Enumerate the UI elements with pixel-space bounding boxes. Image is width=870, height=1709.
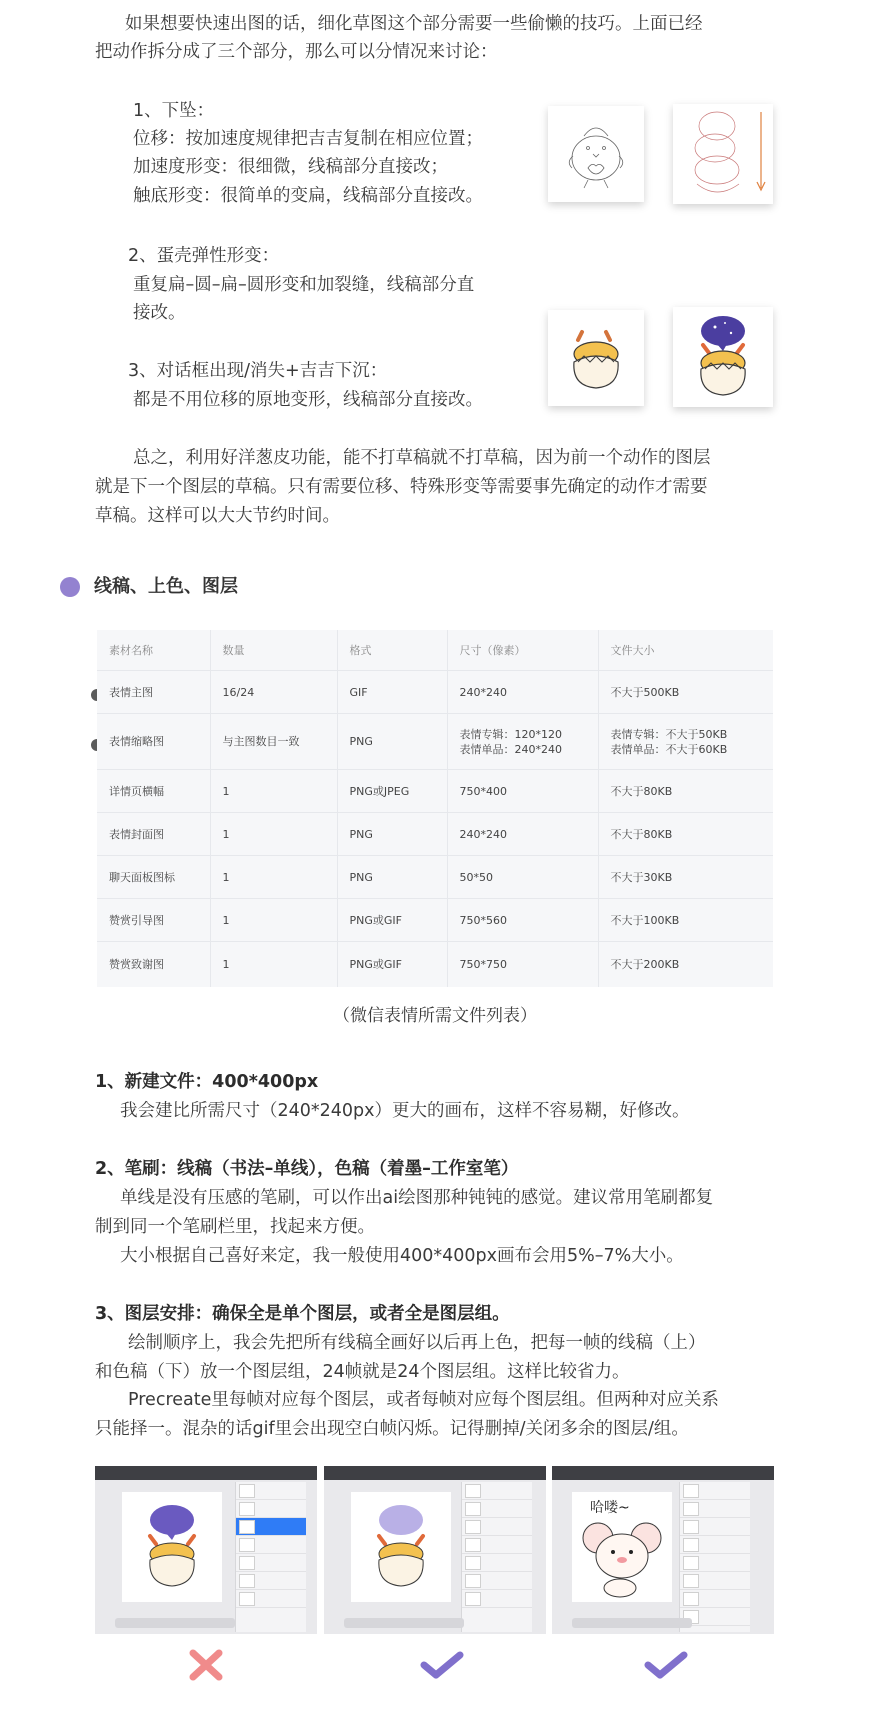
table-cell: 1 — [210, 813, 337, 856]
step3-line-1: 绘制顺序上，我会先把所有线稿全画好以后再上色，把每一帧的线稿（上） — [128, 1333, 706, 1353]
part1-line-1: 位移：按加速度规律把吉吉复制在相应位置； — [133, 129, 483, 149]
color-thumbnail-2 — [673, 307, 773, 407]
table-cell: 表情封面图 — [97, 813, 210, 856]
step1-title: 1、新建文件：400*400px — [95, 1072, 319, 1092]
part3-title: 3、对话框出现/消失+吉吉下沉： — [128, 361, 388, 381]
egg-chick-bubble-image — [122, 1492, 222, 1602]
part1-line-3: 触底形变：很简单的变扁，线稿部分直接改。 — [133, 186, 483, 206]
table-row — [97, 856, 773, 899]
table-cell: 16/24 — [210, 671, 337, 714]
table-cell: 详情页横幅 — [97, 770, 210, 813]
table-row — [97, 899, 773, 942]
timeline-bar[interactable] — [572, 1618, 692, 1628]
table-cell: 表情主图 — [97, 671, 210, 714]
table-cell: 不大于80KB — [598, 813, 773, 856]
layer-row[interactable] — [680, 1590, 750, 1608]
canvas — [572, 1492, 672, 1602]
layer-row[interactable] — [462, 1518, 532, 1536]
table-cell-line: 表情专辑：不大于50KB — [610, 727, 728, 741]
section-title: 线稿、上色、图层 — [94, 576, 238, 597]
layer-row[interactable] — [462, 1536, 532, 1554]
intro-line-1: 如果想要快速出图的话，细化草图这个部分需要一些偷懒的技巧。上面已经 — [125, 14, 703, 34]
layer-row[interactable] — [236, 1554, 306, 1572]
timeline-bar[interactable] — [344, 1618, 464, 1628]
table-cell: 240*240 — [447, 671, 598, 714]
layer-row[interactable] — [236, 1500, 306, 1518]
table-cell: 不大于200KB — [610, 957, 680, 971]
layer-row[interactable] — [462, 1554, 532, 1572]
summary-line-1: 总之，利用好洋葱皮功能，能不打草稿就不打草稿，因为前一个动作的图层 — [133, 448, 711, 468]
table-row — [97, 671, 773, 714]
step3-line-2: 和色稿（下）放一个图层组，24帧就是24个图层组。这样比较省力。 — [95, 1362, 630, 1382]
layers-panel — [235, 1482, 306, 1632]
summary-line-2: 就是下一个图层的草稿。只有需要位移、特殊形变等需要事先确定的动作才需要 — [95, 477, 708, 497]
table-header: 素材名称 — [97, 630, 210, 671]
table-cell-line: 表情单品：240*240 — [459, 742, 562, 756]
table-cell — [598, 714, 773, 770]
table-caption: （微信表情所需文件列表） — [333, 1006, 537, 1026]
table-row — [97, 770, 773, 813]
table-cell — [447, 714, 598, 770]
part1-title: 1、下坠： — [133, 101, 215, 121]
step3-line-4: 只能择一。混杂的话gif里会出现空白帧闪烁。记得删掉/关闭多余的图层/组。 — [95, 1419, 689, 1439]
layer-row[interactable] — [462, 1590, 532, 1608]
table-row — [97, 942, 773, 987]
correct-mark-icon — [420, 1649, 464, 1685]
part3-line-1: 都是不用位移的原地变形，线稿部分直接改。 — [133, 390, 483, 410]
table-cell: 1 — [210, 942, 337, 987]
app-toolbar — [552, 1466, 774, 1480]
table-cell: 1 — [210, 899, 337, 942]
summary-line-3: 草稿。这样可以大大节约时间。 — [95, 506, 340, 526]
file-spec-table — [97, 630, 773, 987]
screenshot-layer-groups — [324, 1466, 546, 1634]
table-cell: 240*240 — [447, 813, 598, 856]
table-cell: 1 — [210, 856, 337, 899]
table-row — [97, 714, 773, 770]
table-header: 尺寸（像素） — [447, 630, 598, 671]
timeline-bar[interactable] — [115, 1618, 235, 1628]
egg-chick-image — [548, 310, 644, 406]
table-cell: PNG或GIF — [337, 942, 447, 987]
step2-line-2: 制到同一个笔刷栏里，找起来方便。 — [95, 1217, 375, 1237]
mouse-character-image — [572, 1492, 672, 1602]
part2-title: 2、蛋壳弹性形变： — [128, 246, 280, 266]
table-cell: 不大于500KB — [598, 671, 773, 714]
color-thumbnail-1 — [548, 310, 644, 406]
layer-row[interactable] — [680, 1500, 750, 1518]
screenshot-mixed-layers — [95, 1466, 317, 1634]
speech-text: 哈喽~ — [590, 1500, 630, 1516]
part1-line-2: 加速度形变：很细微，线稿部分直接改； — [133, 157, 448, 177]
table-header: 数量 — [210, 630, 337, 671]
table-header: 格式 — [337, 630, 447, 671]
table-cell: 赞赏致谢图 — [97, 942, 210, 987]
layer-row[interactable] — [236, 1590, 306, 1608]
egg-chick-onion-image — [351, 1492, 451, 1602]
layer-row-selected[interactable] — [236, 1518, 306, 1536]
step2-line-3: 大小根据自己喜好来定，我一般使用400*400px画布会用5%–7%大小。 — [120, 1246, 684, 1266]
table-cell-line: 表情单品：不大于60KB — [610, 742, 728, 756]
table-header-row — [97, 630, 773, 671]
table-cell-line: 表情专辑：120*120 — [459, 727, 562, 741]
egg-chick-bubble-image — [673, 307, 773, 407]
part2-line-1: 重复扁–圆–扁–圆形变和加裂缝，线稿部分直 — [133, 275, 475, 295]
app-toolbar — [324, 1466, 546, 1480]
table-cell: GIF — [337, 671, 447, 714]
step2-line-1: 单线是没有压感的笔刷，可以作出ai绘图那种钝钝的感觉。建议常用笔刷都复 — [120, 1188, 714, 1208]
layers-panel — [461, 1482, 532, 1632]
layer-row[interactable] — [236, 1536, 306, 1554]
step3-title: 3、图层安排：确保全是单个图层，或者全是图层组。 — [95, 1304, 510, 1324]
layer-row[interactable] — [236, 1572, 306, 1590]
step1-line-1: 我会建比所需尺寸（240*240px）更大的画布，这样不容易糊，好修改。 — [120, 1101, 690, 1121]
correct-mark-icon — [644, 1649, 688, 1685]
table-cell: PNG — [337, 813, 447, 856]
layer-row[interactable] — [462, 1500, 532, 1518]
table-cell: 不大于80KB — [598, 770, 773, 813]
sketch-drop-image — [673, 104, 773, 204]
table-cell: 750*560 — [447, 899, 598, 942]
part2-line-2: 接改。 — [133, 303, 186, 323]
layer-row[interactable] — [680, 1572, 750, 1590]
sketch-thumbnail-1 — [548, 106, 644, 202]
layer-row[interactable] — [680, 1554, 750, 1572]
table-cell: PNG — [337, 856, 447, 899]
canvas — [351, 1492, 451, 1602]
layer-row[interactable] — [680, 1536, 750, 1554]
wrong-mark-icon — [188, 1649, 224, 1685]
app-toolbar — [95, 1466, 317, 1480]
table-row — [97, 813, 773, 856]
sketch-chick-image — [548, 106, 644, 202]
step2-title: 2、笔刷：线稿（书法–单线），色稿（着墨–工作室笔） — [95, 1159, 519, 1179]
layer-row[interactable] — [462, 1482, 532, 1500]
table-cell: 50*50 — [447, 856, 598, 899]
table-cell: 表情缩略图 — [97, 714, 210, 770]
table-cell: 不大于100KB — [598, 899, 773, 942]
layer-row[interactable] — [680, 1518, 750, 1536]
table-cell: PNG或JPEG — [337, 770, 447, 813]
layer-row[interactable] — [236, 1482, 306, 1500]
table-header: 文件大小 — [598, 630, 773, 671]
table-cell: 不大于30KB — [598, 856, 773, 899]
table-cell: 赞赏引导图 — [97, 899, 210, 942]
table-cell: 750*400 — [447, 770, 598, 813]
section-bullet-icon — [60, 577, 80, 597]
screenshot-single-layers — [552, 1466, 774, 1634]
canvas — [122, 1492, 222, 1602]
table-cell: PNG — [337, 714, 447, 770]
table-cell: 与主图数目一致 — [210, 714, 337, 770]
table-cell: 750*750 — [447, 942, 598, 987]
intro-line-2: 把动作拆分成了三个部分，那么可以分情况来讨论： — [95, 42, 498, 62]
layer-row[interactable] — [680, 1482, 750, 1500]
step3-line-3: Precreate里每帧对应每个图层，或者每帧对应每个图层组。但两种对应关系 — [128, 1390, 719, 1410]
layers-panel — [679, 1482, 750, 1632]
layer-row[interactable] — [462, 1572, 532, 1590]
table-cell: PNG或GIF — [337, 899, 447, 942]
table-cell: 1 — [210, 770, 337, 813]
table-cell: 聊天面板图标 — [97, 856, 210, 899]
sketch-thumbnail-2 — [673, 104, 773, 204]
